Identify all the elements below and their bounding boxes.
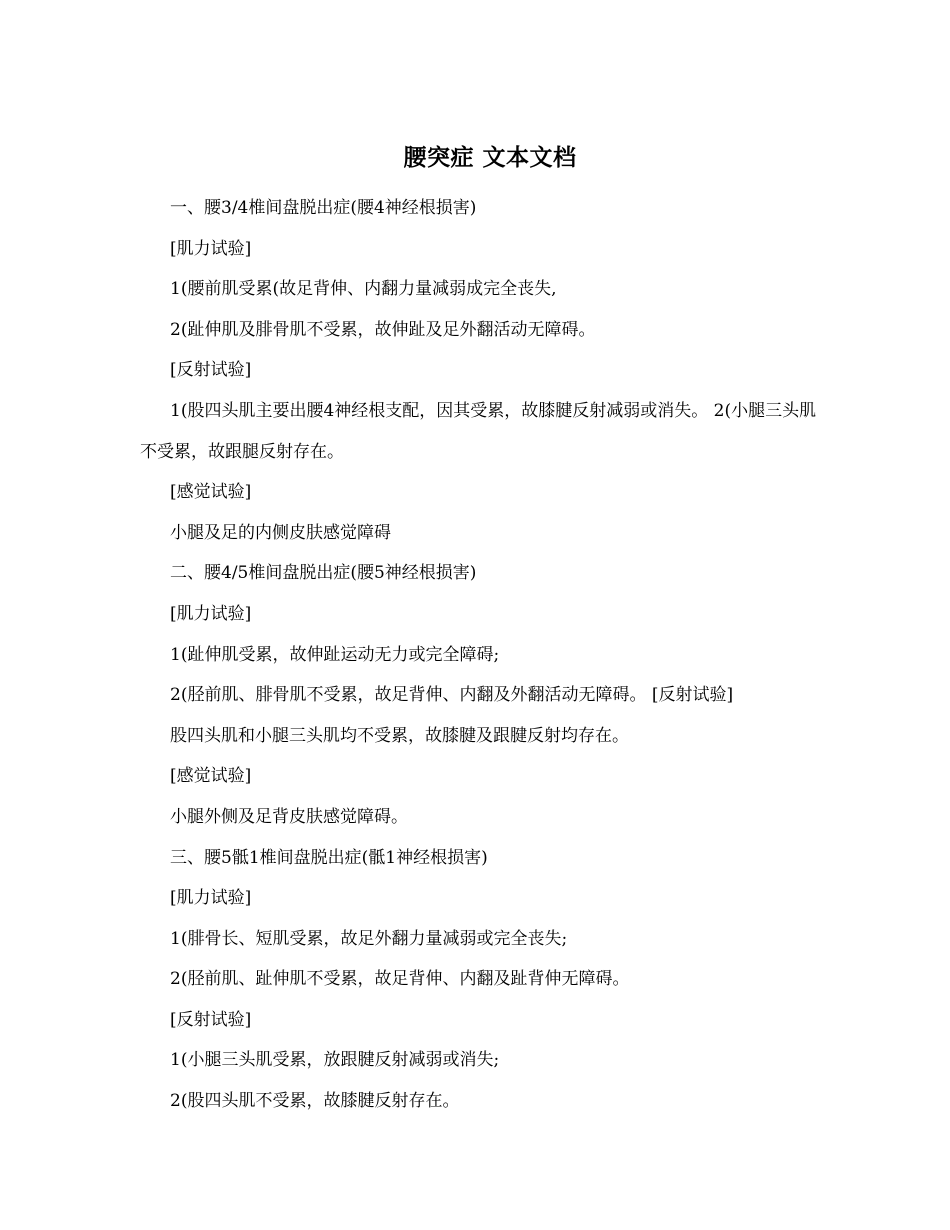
subsection-label: [肌力试验] <box>170 238 252 259</box>
paragraph: 2(胫前肌、腓骨肌不受累，故足背伸、内翻及外翻活动无障碍。 [反射试验] <box>170 685 734 706</box>
paragraph: 1(小腿三头肌受累，放跟腱反射减弱或消失; <box>170 1050 500 1071</box>
paragraph: 2(股四头肌不受累，故膝腱反射存在。 <box>170 1091 460 1112</box>
paragraph: 1(腰前肌受累(故足背伸、内翻力量减弱成完全丧失, <box>170 279 557 300</box>
subsection-label: [肌力试验] <box>170 603 252 624</box>
subsection-label: [肌力试验] <box>170 888 252 909</box>
section-heading: 三、腰5骶1椎间盘脱出症(骶1神经根损害) <box>170 847 488 868</box>
subsection-label: [感觉试验] <box>170 482 252 503</box>
section-heading: 一、腰3/4椎间盘脱出症(腰4神经根损害) <box>170 198 477 218</box>
section-heading: 二、腰4/5椎间盘脱出症(腰5神经根损害) <box>170 563 477 584</box>
paragraph: 小腿及足的内侧皮肤感觉障碍 <box>170 522 391 543</box>
document-title: 腰突症 文本文档 <box>403 144 577 171</box>
paragraph: 2(胫前肌、趾伸肌不受累，故足背伸、内翻及趾背伸无障碍。 <box>170 969 630 990</box>
paragraph: 2(趾伸肌及腓骨肌不受累，故伸趾及足外翻活动无障碍。 <box>170 319 596 340</box>
subsection-label: [反射试验] <box>170 360 252 381</box>
subsection-label: [感觉试验] <box>170 766 252 787</box>
paragraph: 小腿外侧及足背皮肤感觉障碍。 <box>170 806 408 827</box>
paragraph: 1(腓骨长、短肌受累，故足外翻力量减弱或完全丧失; <box>170 928 568 949</box>
subsection-label: [反射试验] <box>170 1009 252 1030</box>
document-body <box>140 188 820 1122</box>
paragraph: 1(趾伸肌受累，故伸趾运动无力或完全障碍; <box>170 644 500 665</box>
paragraph: 1(股四头肌主要出腰4神经根支配，因其受累，故膝腱反射减弱或消失。 2(小腿三头肌不受累，故跟腿反射存在。 <box>140 400 817 462</box>
paragraph: 股四头肌和小腿三头肌均不受累，故膝腱及跟腱反射均存在。 <box>170 725 629 746</box>
